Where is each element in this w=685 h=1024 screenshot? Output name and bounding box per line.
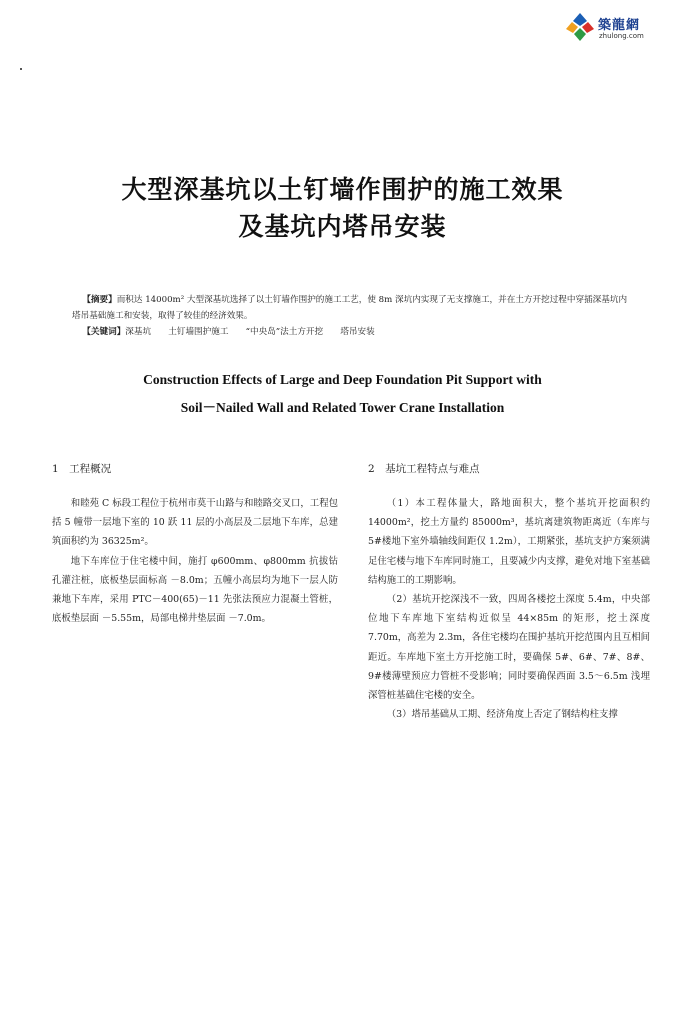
english-title-line-1: Construction Effects of Large and Deep Foundation Pit Support with <box>143 372 542 387</box>
abstract-block <box>72 292 632 340</box>
abstract-paragraph <box>72 292 632 324</box>
scan-speck <box>20 68 22 70</box>
abstract-text: 而积达 14000m² 大型深基坑选择了以土钉墙作围护的施工工艺，使 8m 深坑内实现了无支撑施工，并在土方开挖过程中穿插深基坑内塔吊基础施工和安装，取得了较佳的经济效果。 <box>72 295 628 321</box>
site-logo <box>565 12 655 46</box>
section-1-body <box>52 494 338 628</box>
section-1-paragraph-2: 地下车库位于住宅楼中间，施打 φ600mm、φ800mm 抗拔钻孔灌注桩，底板垫层面标高 －8.0m；五幢小高层均为地下一层人防兼地下车库，采用 PTC－400(65)－11 先张法预应力混凝土管桩，底板垫层面 －5.55m，局部电梯井垫层面 －7.0m。 <box>52 555 338 625</box>
section-2-paragraph-3: （3）塔吊基础从工期、经济角度上否定了钢结构柱支撑 <box>386 709 618 721</box>
section-1-paragraph-1: 和睦苑 C 标段工程位于杭州市莫干山路与和睦路交叉口，工程包括 5 幢带一层地下室的 10 跃 11 层的小高层及二层地下车库，总建筑面积约为 36325m²。 <box>52 498 338 548</box>
keywords-label: 【关键词】 <box>82 327 126 337</box>
section-2-paragraph-2: （2）基坑开挖深浅不一致，四周各楼挖土深度 5.4m，中央部位地下车库地下室结构近似呈 44×85m 的矩形，挖土深度 7.70m，高差为 2.3m，各住宅楼均在围护基坑开挖范围内且互相间距近。车库地下室土方开挖施工时，要确保 5#、6#、7#、8#、9#楼薄壁预应力管桩不受影响；同时要确保西面 3.5～6.5m 浅埋深管桩基础住宅楼的安全。 <box>368 594 650 702</box>
section-2-heading: 2 基坑工程特点与难点 <box>368 463 480 475</box>
logo-name: 築龍網 <box>598 18 641 33</box>
english-title-line-2: Soil－Nailed Wall and Related Tower Crane Installation <box>180 400 505 415</box>
logo-url: zhulong.com <box>599 32 644 40</box>
section-2-paragraph-1: （1）本工程体量大，路地面积大，整个基坑开挖面积约 14000m²，挖土方量约 85000m³，基坑离建筑物距离近（车库与 5#楼地下室外墙轴线间距仅 1.2m），工期紧张，基坑支护方案须满足住宅楼与地下车库同时施工，且要减少内支撑，避免对地下室基础结构施工的工期影响。 <box>368 498 650 586</box>
keywords-text: 深基坑 土钉墙围护施工 “中央岛”法土方开挖 塔吊安装 <box>125 327 375 337</box>
keywords-paragraph <box>72 324 632 340</box>
title-line-1: 大型深基坑以土钉墙作围护的施工效果 <box>121 175 564 204</box>
section-2-body <box>368 494 650 724</box>
title-line-2: 及基坑内塔吊安装 <box>238 212 447 241</box>
logo-mark-icon <box>565 12 595 42</box>
abstract-label: 【摘要】 <box>82 295 117 305</box>
section-1-heading: 1 工程概况 <box>52 463 112 475</box>
